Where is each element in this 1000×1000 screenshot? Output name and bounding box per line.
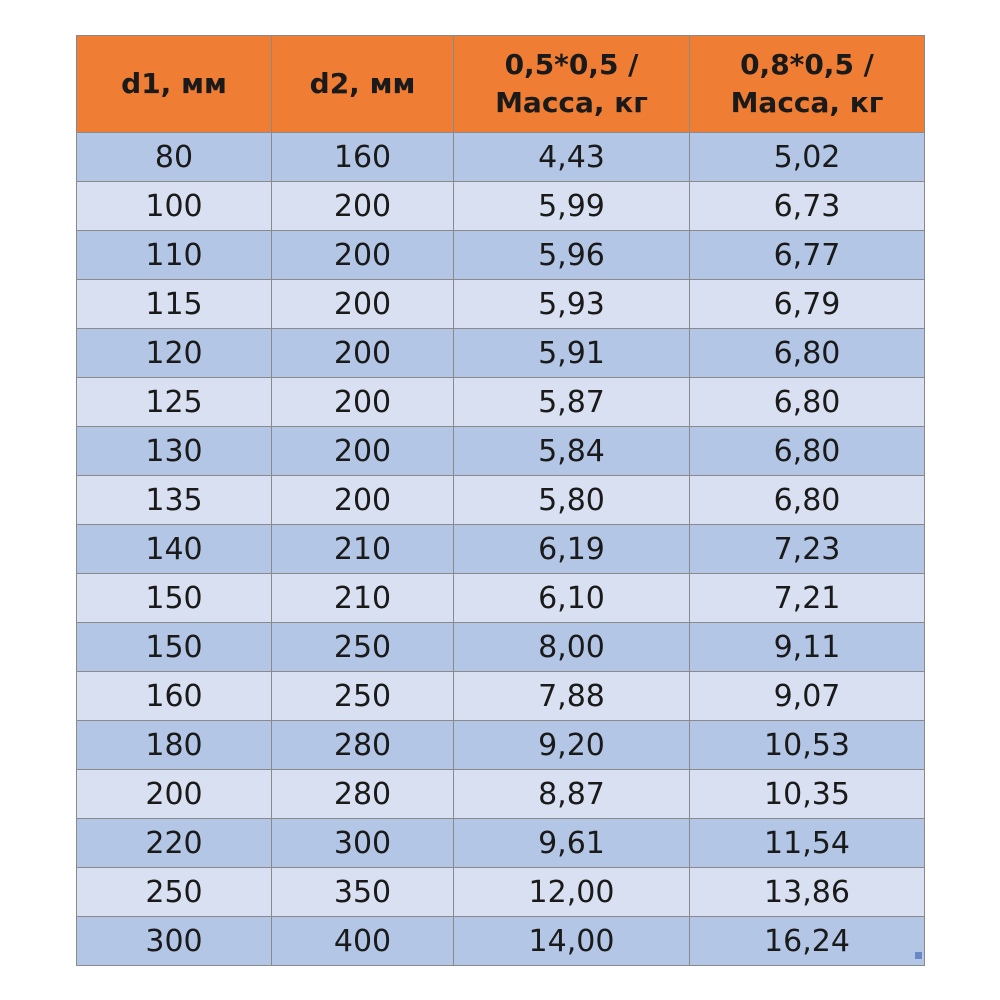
cell-mass-05: 4,43 — [454, 133, 690, 182]
cell-d2: 210 — [272, 525, 454, 574]
cell-d1: 150 — [77, 574, 272, 623]
cell-d2: 200 — [272, 427, 454, 476]
cell-d2: 300 — [272, 819, 454, 868]
cell-d2: 250 — [272, 623, 454, 672]
table-row — [77, 770, 925, 819]
table-body — [77, 133, 925, 966]
table-row — [77, 329, 925, 378]
cell-d2: 200 — [272, 280, 454, 329]
mass-table — [76, 35, 925, 966]
cell-mass-08: 9,07 — [690, 672, 925, 721]
cell-mass-08: 9,11 — [690, 623, 925, 672]
cell-d1: 140 — [77, 525, 272, 574]
cell-mass-08: 5,02 — [690, 133, 925, 182]
table-row — [77, 672, 925, 721]
cell-d1: 160 — [77, 672, 272, 721]
cell-mass-08: 7,21 — [690, 574, 925, 623]
header-mass-05-size: 0,5*0,5 / — [504, 48, 639, 81]
cell-mass-05: 6,10 — [454, 574, 690, 623]
cell-mass-05: 9,61 — [454, 819, 690, 868]
cell-d1: 120 — [77, 329, 272, 378]
cell-d2: 200 — [272, 329, 454, 378]
cell-mass-08: 6,73 — [690, 182, 925, 231]
cell-mass-08: 13,86 — [690, 868, 925, 917]
cell-mass-05: 5,87 — [454, 378, 690, 427]
header-mass-08 — [690, 36, 925, 133]
cell-mass-08: 7,23 — [690, 525, 925, 574]
cell-d1: 220 — [77, 819, 272, 868]
cell-d1: 150 — [77, 623, 272, 672]
cell-d2: 400 — [272, 917, 454, 966]
cell-d1: 180 — [77, 721, 272, 770]
cell-mass-05: 6,19 — [454, 525, 690, 574]
cell-mass-08: 6,80 — [690, 329, 925, 378]
cell-d2: 200 — [272, 231, 454, 280]
cell-mass-08: 10,35 — [690, 770, 925, 819]
cell-mass-05: 5,84 — [454, 427, 690, 476]
header-d1 — [77, 36, 272, 133]
cell-d1: 130 — [77, 427, 272, 476]
cell-d1: 300 — [77, 917, 272, 966]
table-row — [77, 476, 925, 525]
table-row — [77, 574, 925, 623]
cell-d2: 200 — [272, 182, 454, 231]
table-row — [77, 868, 925, 917]
table-row — [77, 721, 925, 770]
cell-mass-08: 6,80 — [690, 378, 925, 427]
data-table-container — [76, 35, 924, 966]
header-d1-label: d1, мм — [121, 67, 227, 100]
cell-mass-08: 6,80 — [690, 476, 925, 525]
cell-mass-05: 12,00 — [454, 868, 690, 917]
cell-mass-05: 9,20 — [454, 721, 690, 770]
header-d2 — [272, 36, 454, 133]
cell-mass-05: 5,93 — [454, 280, 690, 329]
cell-mass-08: 6,80 — [690, 427, 925, 476]
table-row — [77, 819, 925, 868]
cell-d1: 80 — [77, 133, 272, 182]
cell-d2: 210 — [272, 574, 454, 623]
cell-mass-05: 5,99 — [454, 182, 690, 231]
cell-mass-05: 5,80 — [454, 476, 690, 525]
cell-d2: 280 — [272, 721, 454, 770]
table-row — [77, 917, 925, 966]
cell-d1: 115 — [77, 280, 272, 329]
cell-d2: 160 — [272, 133, 454, 182]
table-row — [77, 378, 925, 427]
cell-mass-05: 5,91 — [454, 329, 690, 378]
cell-mass-05: 14,00 — [454, 917, 690, 966]
cell-mass-05: 8,00 — [454, 623, 690, 672]
cell-d1: 250 — [77, 868, 272, 917]
cell-mass-08: 10,53 — [690, 721, 925, 770]
cell-d2: 250 — [272, 672, 454, 721]
header-mass-08-size: 0,8*0,5 / — [740, 48, 874, 81]
table-row — [77, 427, 925, 476]
cell-d1: 200 — [77, 770, 272, 819]
table-header — [77, 36, 925, 133]
header-d2-label: d2, мм — [309, 67, 416, 100]
table-row — [77, 525, 925, 574]
cell-d2: 350 — [272, 868, 454, 917]
cell-d1: 135 — [77, 476, 272, 525]
cell-d2: 280 — [272, 770, 454, 819]
cell-mass-05: 5,96 — [454, 231, 690, 280]
table-row — [77, 231, 925, 280]
cell-mass-08: 16,24 — [690, 917, 925, 966]
cell-mass-05: 7,88 — [454, 672, 690, 721]
header-mass-05 — [454, 36, 690, 133]
header-row — [77, 36, 925, 133]
cell-d1: 125 — [77, 378, 272, 427]
cell-d2: 200 — [272, 476, 454, 525]
cell-d2: 200 — [272, 378, 454, 427]
table-row — [77, 280, 925, 329]
cell-d1: 110 — [77, 231, 272, 280]
cell-mass-08: 6,79 — [690, 280, 925, 329]
header-mass-08-unit: Масса, кг — [730, 86, 884, 119]
corner-marker — [915, 952, 922, 959]
table-row — [77, 623, 925, 672]
cell-mass-08: 6,77 — [690, 231, 925, 280]
table-row — [77, 182, 925, 231]
cell-mass-05: 8,87 — [454, 770, 690, 819]
cell-d1: 100 — [77, 182, 272, 231]
table-row — [77, 133, 925, 182]
cell-mass-08: 11,54 — [690, 819, 925, 868]
header-mass-05-unit: Масса, кг — [495, 86, 648, 119]
